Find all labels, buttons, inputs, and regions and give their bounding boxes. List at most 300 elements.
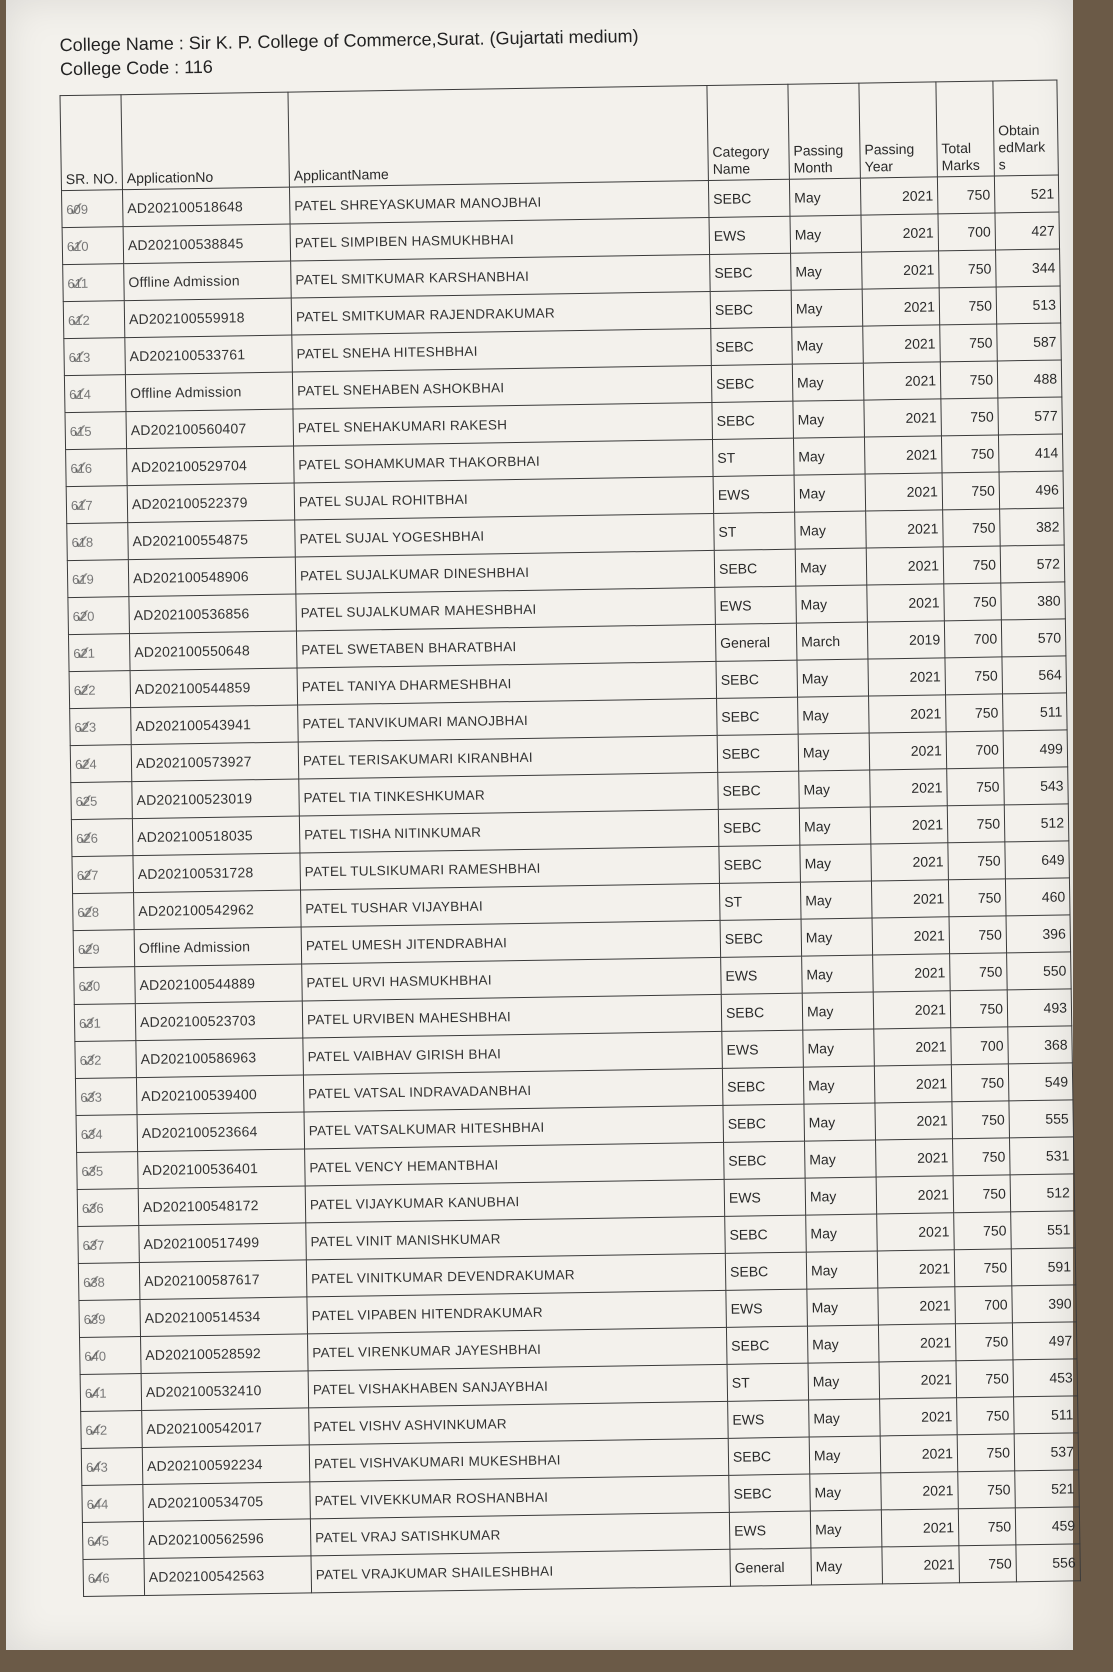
total-marks-cell: 750 <box>939 287 997 325</box>
total-marks-cell: 750 <box>937 176 995 214</box>
passing-year-cell: 2021 <box>871 880 949 918</box>
applicant-name-cell: PATEL VISHVAKUMARI MUKESHBHAI <box>309 1438 729 1482</box>
passing-year-cell: 2021 <box>867 584 945 622</box>
total-marks-cell: 750 <box>954 1249 1012 1287</box>
sr-no-cell: ✓ 643 <box>81 1448 143 1486</box>
category-cell: SEBC <box>724 1141 806 1179</box>
obtained-marks-cell: 531 <box>1009 1137 1074 1175</box>
passing-month-cell: May <box>807 1325 879 1363</box>
total-marks-cell: 750 <box>940 324 998 362</box>
total-marks-cell: 700 <box>938 213 996 251</box>
passing-year-cell: 2021 <box>864 399 942 437</box>
passing-year-cell: 2021 <box>871 843 949 881</box>
sr-no-cell: ✓ 642 <box>81 1411 143 1449</box>
sr-no-cell: ✓ 639 <box>79 1300 141 1338</box>
application-no-cell: AD202100587617 <box>139 1260 307 1300</box>
passing-year-cell: 2021 <box>869 732 947 770</box>
obtained-marks-cell: 497 <box>1012 1322 1077 1360</box>
passing-year-cell: 2021 <box>862 288 940 326</box>
passing-month-cell: May <box>810 1510 882 1548</box>
total-marks-cell: 750 <box>951 1064 1009 1102</box>
sr-no-cell: ✓ 616 <box>66 449 128 487</box>
sr-no-cell: ✓ 613 <box>64 338 126 376</box>
passing-year-cell: 2021 <box>863 362 941 400</box>
sr-no-cell: ✓ 628 <box>73 893 135 931</box>
passing-year-cell: 2021 <box>877 1250 955 1288</box>
total-marks-cell: 750 <box>953 1175 1011 1213</box>
obtained-marks-cell: 537 <box>1014 1433 1079 1471</box>
applicant-name-cell: PATEL VINITKUMAR DEVENDRAKUMAR <box>306 1253 726 1297</box>
total-marks-cell: 750 <box>950 990 1008 1028</box>
sr-no-cell: ✓ 641 <box>80 1374 142 1412</box>
passing-year-cell: 2021 <box>878 1324 956 1362</box>
applicant-name-cell: PATEL URVI HASMUKHBHAI <box>302 957 722 1001</box>
application-no-cell: AD202100528592 <box>141 1334 309 1374</box>
application-no-cell: AD202100533761 <box>125 335 293 375</box>
category-cell: SEBC <box>725 1215 807 1253</box>
passing-month-cell: May <box>802 955 874 993</box>
obtained-marks-cell: 587 <box>997 323 1062 361</box>
obtained-marks-cell: 549 <box>1008 1063 1073 1101</box>
category-cell: SEBC <box>712 401 794 439</box>
passing-month-cell: May <box>805 1177 877 1215</box>
application-no-cell: AD202100523664 <box>137 1112 305 1152</box>
sr-no-cell: ✓ 610 <box>62 227 124 265</box>
obtained-marks-cell: 496 <box>999 471 1064 509</box>
total-marks-cell: 750 <box>955 1323 1013 1361</box>
passing-month-cell: May <box>804 1103 876 1141</box>
passing-month-cell: May <box>796 585 868 623</box>
passing-year-cell: 2021 <box>872 917 950 955</box>
passing-month-cell: May <box>809 1399 881 1437</box>
application-no-cell: AD202100517499 <box>139 1223 307 1263</box>
application-no-cell: AD202100562596 <box>143 1519 311 1559</box>
application-no-cell: AD202100560407 <box>126 409 294 449</box>
total-marks-cell: 750 <box>957 1397 1015 1435</box>
total-marks-cell: 750 <box>942 472 1000 510</box>
applicant-name-cell: PATEL VRAJ SATISHKUMAR <box>310 1512 730 1556</box>
passing-year-cell: 2021 <box>881 1472 959 1510</box>
passing-year-cell: 2021 <box>880 1435 958 1473</box>
obtained-marks-cell: 551 <box>1011 1211 1076 1249</box>
admission-table <box>60 79 1081 1596</box>
applicant-name-cell: PATEL VRAJKUMAR SHAILESHBHAI <box>311 1549 731 1593</box>
category-cell: SEBC <box>714 549 796 587</box>
col-passing-month: Passing Month <box>788 83 860 179</box>
application-no-cell: AD202100586963 <box>136 1038 304 1078</box>
application-no-cell: AD202100538845 <box>123 224 291 264</box>
category-cell: ST <box>712 438 794 476</box>
passing-month-cell: May <box>795 548 867 586</box>
obtained-marks-cell: 499 <box>1003 730 1068 768</box>
application-no-cell: AD202100548172 <box>138 1186 306 1226</box>
applicant-name-cell: PATEL VIJAYKUMAR KANUBHAI <box>305 1179 725 1223</box>
passing-year-cell: 2021 <box>882 1546 960 1584</box>
applicant-name-cell: PATEL VIPABEN HITENDRAKUMAR <box>307 1290 727 1334</box>
obtained-marks-cell: 555 <box>1009 1100 1074 1138</box>
category-cell: EWS <box>715 586 797 624</box>
document-content <box>14 5 1113 1672</box>
passing-year-cell: 2021 <box>873 991 951 1029</box>
total-marks-cell: 750 <box>959 1545 1017 1583</box>
sr-no-cell: ✓ 632 <box>75 1041 137 1079</box>
applicant-name-cell: PATEL SWETABEN BHARATBHAI <box>296 624 716 668</box>
category-cell: General <box>715 623 797 661</box>
category-cell: SEBC <box>718 808 800 846</box>
col-application-no: ApplicationNo <box>121 92 289 190</box>
total-marks-cell: 750 <box>948 842 1006 880</box>
col-category: Category Name <box>707 84 789 180</box>
sr-no-cell: ✓ 622 <box>69 671 131 709</box>
obtained-marks-cell: 511 <box>1003 693 1068 731</box>
passing-month-cell: May <box>803 1029 875 1067</box>
applicant-name-cell: PATEL VENCY HEMANTBHAI <box>305 1142 725 1186</box>
passing-year-cell: 2021 <box>878 1287 956 1325</box>
total-marks-cell: 750 <box>947 768 1005 806</box>
sr-no-cell: ✓ 611 <box>63 264 125 302</box>
passing-month-cell: May <box>807 1288 879 1326</box>
applicant-name-cell: PATEL VATSAL INDRAVADANBHAI <box>303 1068 723 1112</box>
sr-no-cell: ✓ 620 <box>68 597 130 635</box>
sr-no-cell: ✓ 626 <box>71 819 133 857</box>
category-cell: SEBC <box>711 364 793 402</box>
college-code: College Code : 116 <box>59 56 214 80</box>
sr-no-cell: ✓ 619 <box>67 560 129 598</box>
applicant-name-cell: PATEL UMESH JITENDRABHAI <box>301 920 721 964</box>
obtained-marks-cell: 414 <box>998 434 1063 472</box>
applicant-name-cell: PATEL URVIBEN MAHESHBHAI <box>302 994 722 1038</box>
sr-no-cell: ✓ 644 <box>82 1485 144 1523</box>
obtained-marks-cell: 577 <box>998 397 1063 435</box>
total-marks-cell: 750 <box>957 1434 1015 1472</box>
passing-month-cell: May <box>789 178 861 216</box>
category-cell: SEBC <box>710 253 792 291</box>
total-marks-cell: 700 <box>955 1286 1013 1324</box>
applicant-name-cell: PATEL SNEHA HITESHBHAI <box>292 328 712 372</box>
category-cell: SEBC <box>728 1437 810 1475</box>
applicant-name-cell: PATEL SUJAL YOGESHBHAI <box>295 513 715 557</box>
sr-no-cell: ✓ 625 <box>71 782 133 820</box>
col-obtained-marks: Obtain edMark s <box>993 80 1058 176</box>
passing-month-cell: May <box>799 770 871 808</box>
passing-year-cell: 2021 <box>862 251 940 289</box>
applicant-name-cell: PATEL TIA TINKESHKUMAR <box>299 772 719 816</box>
passing-year-cell: 2021 <box>877 1213 955 1251</box>
application-no-cell: AD202100529704 <box>127 446 295 486</box>
application-no-cell: Offline Admission <box>134 927 302 967</box>
passing-month-cell: May <box>797 659 869 697</box>
category-cell: ST <box>727 1363 809 1401</box>
applicant-name-cell: PATEL TERISAKUMARI KIRANBHAI <box>298 735 718 779</box>
category-cell: SEBC <box>708 179 790 217</box>
passing-month-cell: May <box>805 1140 877 1178</box>
applicant-name-cell: PATEL SNEHAKUMARI RAKESH <box>293 402 713 446</box>
category-cell: EWS <box>721 956 803 994</box>
obtained-marks-cell: 460 <box>1005 878 1070 916</box>
passing-month-cell: May <box>794 474 866 512</box>
table-body <box>62 175 1081 1596</box>
applicant-name-cell: PATEL VIRENKUMAR JAYESHBHAI <box>307 1327 727 1371</box>
category-cell: EWS <box>713 475 795 513</box>
applicant-name-cell: PATEL VAIBHAV GIRISH BHAI <box>303 1031 723 1075</box>
applicant-name-cell: PATEL TULSIKUMARI RAMESHBHAI <box>300 846 720 890</box>
applicant-name-cell: PATEL TISHA NITINKUMAR <box>299 809 719 853</box>
applicant-name-cell: PATEL SMITKUMAR KARSHANBHAI <box>291 254 711 298</box>
category-cell: SEBC <box>720 919 802 957</box>
applicant-name-cell: PATEL TANIYA DHARMESHBHAI <box>297 661 717 705</box>
obtained-marks-cell: 390 <box>1012 1285 1077 1323</box>
sr-no-cell: ✓ 630 <box>74 967 136 1005</box>
passing-year-cell: 2021 <box>879 1361 957 1399</box>
total-marks-cell: 750 <box>943 509 1001 547</box>
passing-month-cell: May <box>793 437 865 475</box>
application-no-cell: AD202100554875 <box>128 520 296 560</box>
passing-year-cell: 2021 <box>863 325 941 363</box>
total-marks-cell: 750 <box>945 657 1003 695</box>
obtained-marks-cell: 459 <box>1015 1507 1080 1545</box>
obtained-marks-cell: 453 <box>1013 1359 1078 1397</box>
applicant-name-cell: PATEL SUJALKUMAR DINESHBHAI <box>295 550 715 594</box>
obtained-marks-cell: 572 <box>1000 545 1065 583</box>
obtained-marks-cell: 427 <box>995 212 1060 250</box>
sr-no-cell: ✓ 636 <box>77 1189 139 1227</box>
passing-year-cell: 2021 <box>870 806 948 844</box>
passing-month-cell: May <box>791 289 863 327</box>
passing-month-cell: May <box>808 1362 880 1400</box>
sr-no-cell: ✓ 623 <box>70 708 132 746</box>
applicant-name-cell: PATEL VIVEKKUMAR ROSHANBHAI <box>310 1475 730 1519</box>
category-cell: SEBC <box>717 697 799 735</box>
category-cell: EWS <box>728 1400 810 1438</box>
passing-month-cell: May <box>792 363 864 401</box>
passing-year-cell: 2021 <box>876 1139 954 1177</box>
passing-month-cell: March <box>796 622 868 660</box>
total-marks-cell: 700 <box>951 1027 1009 1065</box>
application-no-cell: AD202100539400 <box>136 1075 304 1115</box>
passing-year-cell: 2021 <box>865 473 943 511</box>
application-no-cell: AD202100544889 <box>135 964 303 1004</box>
passing-month-cell: May <box>798 696 870 734</box>
passing-year-cell: 2021 <box>864 436 942 474</box>
obtained-marks-cell: 570 <box>1001 619 1066 657</box>
sr-no-cell: ✓ 615 <box>65 412 127 450</box>
passing-year-cell: 2021 <box>868 658 946 696</box>
applicant-name-cell: PATEL SNEHABEN ASHOKBHAI <box>292 365 712 409</box>
application-no-cell: Offline Admission <box>124 261 292 301</box>
obtained-marks-cell: 521 <box>994 175 1059 213</box>
application-no-cell: AD202100536856 <box>129 594 297 634</box>
passing-month-cell: May <box>800 844 872 882</box>
passing-month-cell: May <box>790 215 862 253</box>
category-cell: SEBC <box>719 845 801 883</box>
application-no-cell: Offline Admission <box>125 372 293 412</box>
document-page <box>6 0 1076 1650</box>
college-name: College Name : Sir K. P. College of Commerce,Surat. (Gujartati medium) <box>59 26 639 56</box>
passing-month-cell: May <box>809 1436 881 1474</box>
application-no-cell: AD202100518648 <box>122 187 290 227</box>
col-passing-year: Passing Year <box>859 82 937 178</box>
col-total-marks: Total Marks <box>936 81 994 177</box>
category-cell: SEBC <box>710 290 792 328</box>
applicant-name-cell: PATEL TUSHAR VIJAYBHAI <box>301 883 721 927</box>
passing-month-cell: May <box>801 918 873 956</box>
obtained-marks-cell: 488 <box>997 360 1062 398</box>
passing-year-cell: 2021 <box>866 510 944 548</box>
passing-year-cell: 2021 <box>874 1028 952 1066</box>
passing-year-cell: 2021 <box>870 769 948 807</box>
sr-no-cell: ✓ 646 <box>83 1559 145 1597</box>
category-cell: General <box>730 1548 812 1586</box>
applicant-name-cell: PATEL VISHAKHABEN SANJAYBHAI <box>308 1364 728 1408</box>
applicant-name-cell: PATEL VISHV ASHVINKUMAR <box>309 1401 729 1445</box>
application-no-cell: AD202100514534 <box>140 1297 308 1337</box>
category-cell: SEBC <box>711 327 793 365</box>
obtained-marks-cell: 493 <box>1007 989 1072 1027</box>
category-cell: SEBC <box>716 660 798 698</box>
application-no-cell: AD202100573927 <box>131 742 299 782</box>
application-no-cell: AD202100532410 <box>141 1371 309 1411</box>
application-no-cell: AD202100536401 <box>138 1149 306 1189</box>
passing-month-cell: May <box>806 1214 878 1252</box>
application-no-cell: AD202100522379 <box>127 483 295 523</box>
category-cell: SEBC <box>718 771 800 809</box>
obtained-marks-cell: 368 <box>1008 1026 1073 1064</box>
total-marks-cell: 750 <box>952 1101 1010 1139</box>
sr-no-cell: ✓ 609 <box>62 190 124 228</box>
category-cell: EWS <box>724 1178 806 1216</box>
applicant-name-cell: PATEL TANVIKUMARI MANOJBHAI <box>298 698 718 742</box>
sr-no-cell: ✓ 617 <box>66 486 128 524</box>
applicant-name-cell: PATEL SMITKUMAR RAJENDRAKUMAR <box>291 291 711 335</box>
category-cell: EWS <box>729 1511 811 1549</box>
sr-no-cell: ✓ 618 <box>67 523 129 561</box>
passing-year-cell: 2021 <box>869 695 947 733</box>
obtained-marks-cell: 396 <box>1006 915 1071 953</box>
application-no-cell: AD202100523703 <box>135 1001 303 1041</box>
obtained-marks-cell: 380 <box>1001 582 1066 620</box>
applicant-name-cell: PATEL SOHAMKUMAR THAKORBHAI <box>294 439 714 483</box>
passing-month-cell: May <box>811 1547 883 1585</box>
obtained-marks-cell: 550 <box>1007 952 1072 990</box>
total-marks-cell: 750 <box>946 694 1004 732</box>
obtained-marks-cell: 649 <box>1005 841 1070 879</box>
application-no-cell: AD202100550648 <box>129 631 297 671</box>
passing-year-cell: 2021 <box>874 1065 952 1103</box>
obtained-marks-cell: 513 <box>996 286 1061 324</box>
sr-no-cell: ✓ 627 <box>72 856 134 894</box>
sr-no-cell: ✓ 624 <box>70 745 132 783</box>
category-cell: EWS <box>726 1289 808 1327</box>
obtained-marks-cell: 556 <box>1016 1544 1081 1582</box>
passing-year-cell: 2021 <box>876 1176 954 1214</box>
sr-no-cell: ✓ 629 <box>73 930 135 968</box>
obtained-marks-cell: 382 <box>1000 508 1065 546</box>
total-marks-cell: 750 <box>958 1508 1016 1546</box>
applicant-name-cell: PATEL SHREYASKUMAR MANOJBHAI <box>289 180 709 224</box>
obtained-marks-cell: 511 <box>1014 1396 1079 1434</box>
sr-no-cell: ✓ 621 <box>68 634 130 672</box>
sr-no-cell: ✓ 637 <box>78 1226 140 1264</box>
passing-year-cell: 2021 <box>873 954 951 992</box>
total-marks-cell: 700 <box>946 731 1004 769</box>
application-no-cell: AD202100542962 <box>134 890 302 930</box>
passing-month-cell: May <box>792 326 864 364</box>
col-sr-no: SR. NO. <box>60 95 122 191</box>
application-no-cell: AD202100534705 <box>143 1482 311 1522</box>
obtained-marks-cell: 512 <box>1004 804 1069 842</box>
obtained-marks-cell: 344 <box>996 249 1061 287</box>
applicant-name-cell: PATEL VINIT MANISHKUMAR <box>306 1216 726 1260</box>
total-marks-cell: 750 <box>958 1471 1016 1509</box>
total-marks-cell: 750 <box>939 250 997 288</box>
total-marks-cell: 750 <box>953 1138 1011 1176</box>
passing-month-cell: May <box>793 400 865 438</box>
application-no-cell: AD202100543941 <box>131 705 299 745</box>
category-cell: EWS <box>709 216 791 254</box>
passing-year-cell: 2021 <box>875 1102 953 1140</box>
total-marks-cell: 750 <box>948 879 1006 917</box>
passing-month-cell: May <box>800 881 872 919</box>
total-marks-cell: 750 <box>944 583 1002 621</box>
total-marks-cell: 750 <box>950 953 1008 991</box>
sr-no-cell: ✓ 614 <box>64 375 126 413</box>
passing-year-cell: 2021 <box>860 177 938 215</box>
category-cell: SEBC <box>729 1474 811 1512</box>
sr-no-cell: ✓ 631 <box>74 1004 136 1042</box>
application-no-cell: AD202100544859 <box>130 668 298 708</box>
applicant-name-cell: PATEL SIMPIBEN HASMUKHBHAI <box>290 217 710 261</box>
table-header-row <box>60 80 1058 191</box>
applicant-name-cell: PATEL VATSALKUMAR HITESHBHAI <box>304 1105 724 1149</box>
total-marks-cell: 750 <box>941 435 999 473</box>
obtained-marks-cell: 564 <box>1002 656 1067 694</box>
passing-month-cell: May <box>799 807 871 845</box>
application-no-cell: AD202100518035 <box>132 816 300 856</box>
total-marks-cell: 700 <box>944 620 1002 658</box>
passing-month-cell: May <box>803 1066 875 1104</box>
category-cell: SEBC <box>726 1326 808 1364</box>
sr-no-cell: ✓ 634 <box>76 1115 138 1153</box>
passing-year-cell: 2021 <box>881 1509 959 1547</box>
application-no-cell: AD202100542563 <box>144 1556 312 1596</box>
sr-no-cell: ✓ 635 <box>77 1152 139 1190</box>
total-marks-cell: 750 <box>954 1212 1012 1250</box>
sr-no-cell: ✓ 633 <box>75 1078 137 1116</box>
sr-no-cell: ✓ 640 <box>80 1337 142 1375</box>
application-no-cell: AD202100542017 <box>142 1408 310 1448</box>
total-marks-cell: 750 <box>947 805 1005 843</box>
col-applicant-name: ApplicantName <box>288 86 708 188</box>
passing-month-cell: May <box>798 733 870 771</box>
passing-year-cell: 2021 <box>861 214 939 252</box>
passing-year-cell: 2021 <box>866 547 944 585</box>
application-no-cell: AD202100559918 <box>124 298 292 338</box>
passing-month-cell: May <box>806 1251 878 1289</box>
obtained-marks-cell: 591 <box>1011 1248 1076 1286</box>
obtained-marks-cell: 512 <box>1010 1174 1075 1212</box>
category-cell: EWS <box>722 1030 804 1068</box>
passing-month-cell: May <box>791 252 863 290</box>
obtained-marks-cell: 543 <box>1004 767 1069 805</box>
total-marks-cell: 750 <box>940 361 998 399</box>
passing-year-cell: 2021 <box>880 1398 958 1436</box>
category-cell: SEBC <box>722 1067 804 1105</box>
application-no-cell: AD202100523019 <box>132 779 300 819</box>
sr-no-cell: ✓ 645 <box>82 1522 144 1560</box>
passing-month-cell: May <box>795 511 867 549</box>
category-cell: SEBC <box>725 1252 807 1290</box>
total-marks-cell: 750 <box>943 546 1001 584</box>
